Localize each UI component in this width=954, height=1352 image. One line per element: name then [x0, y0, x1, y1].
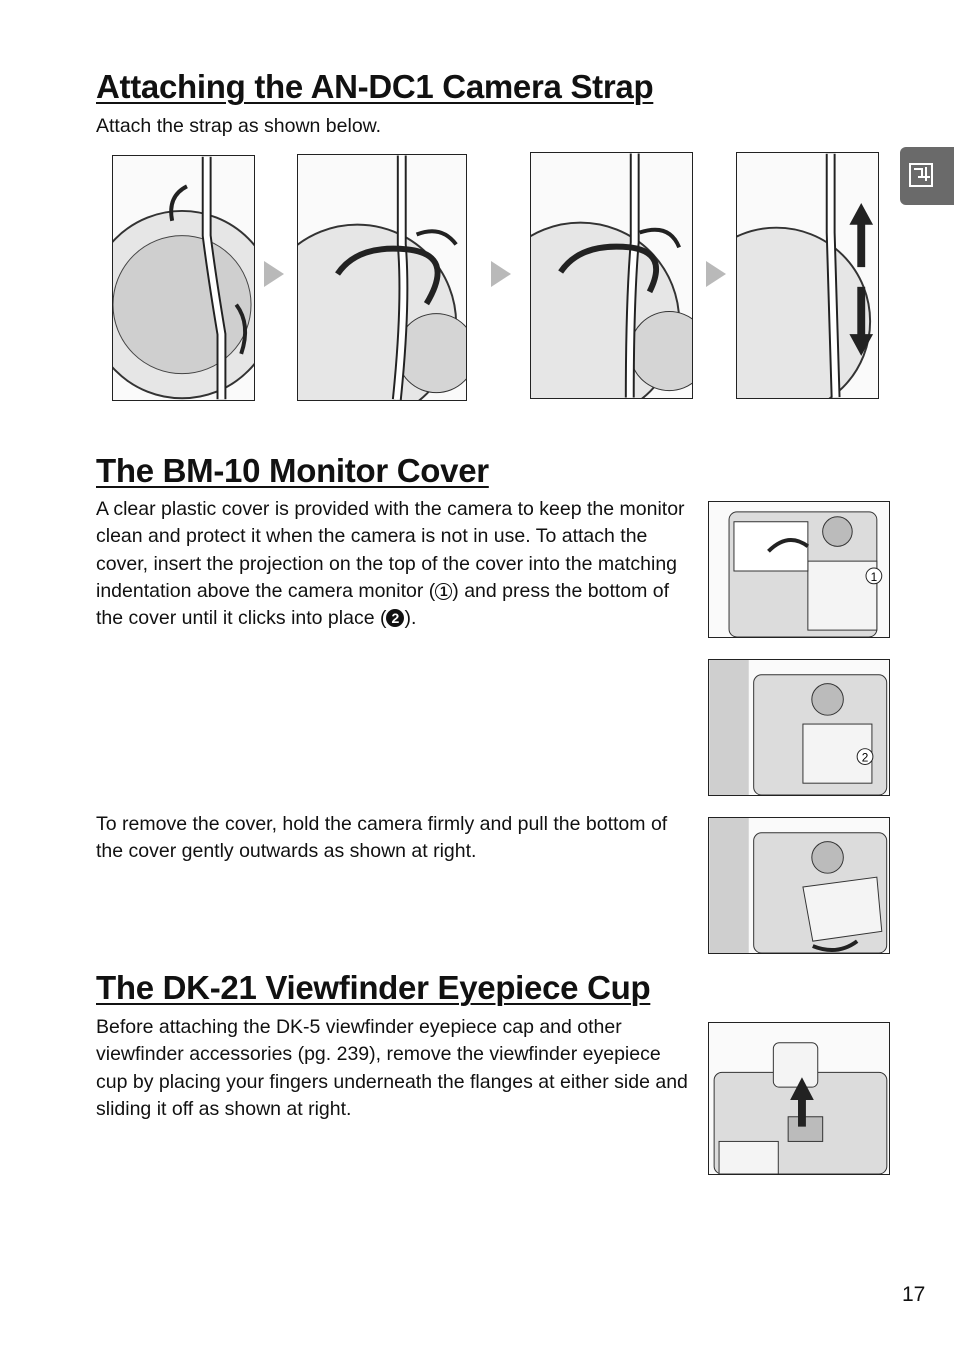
- section-tab: [900, 147, 954, 205]
- strap-step-3-illustration: [530, 152, 693, 399]
- monitor-section-title: The BM-10 Monitor Cover: [96, 452, 489, 489]
- svg-text:2: 2: [861, 750, 869, 765]
- eyepiece-cup-illustration: [708, 1022, 890, 1175]
- step-marker-1: 1: [435, 583, 452, 600]
- monitor-cover-attach-illustration-2: [708, 659, 890, 796]
- monitor-cover-remove-illustration: [708, 817, 890, 954]
- eyepiece-text: Before attaching the DK-5 viewfinder eyepiece cap and other viewfinder accessories (pg. 239), remove the viewfinder eyepiece cup by placing your fingers underneath the flanges at either side and sliding it off as shown at right.: [96, 1016, 688, 1120]
- monitor-cover-attach-illustration-1: [708, 501, 890, 638]
- page-number: 17: [902, 1283, 926, 1306]
- strap-step-2-illustration: [297, 154, 467, 401]
- monitor-remove-text: To remove the cover, hold the camera firmly and pull the bottom of the cover gently outwards as shown at right.: [96, 813, 668, 863]
- eyepiece-section-title: The DK-21 Viewfinder Eyepiece Cup: [96, 969, 651, 1006]
- step-arrow-icon: [706, 261, 726, 287]
- strap-intro-text: Attach the strap as shown below.: [96, 115, 382, 137]
- step-marker-2: 2: [386, 609, 404, 627]
- monitor-attach-text: A clear plastic cover is provided with the camera to keep the monitor clean and protect it when the camera is not in use. To attach the cover, insert the projection on the top of the cover into the matching indentation above the camera monitor ( 1 ) and press the bottom of the cover until it clicks into place ( 2 ).: [96, 498, 685, 630]
- svg-text:1: 1: [870, 569, 878, 584]
- setup-icon: [900, 147, 954, 205]
- step-arrow-icon: [264, 261, 284, 287]
- strap-section-title: Attaching the AN-DC1 Camera Strap: [96, 68, 654, 105]
- strap-step-4-illustration: [736, 152, 879, 399]
- strap-step-1-illustration: [112, 155, 255, 401]
- step-arrow-icon: [491, 261, 511, 287]
